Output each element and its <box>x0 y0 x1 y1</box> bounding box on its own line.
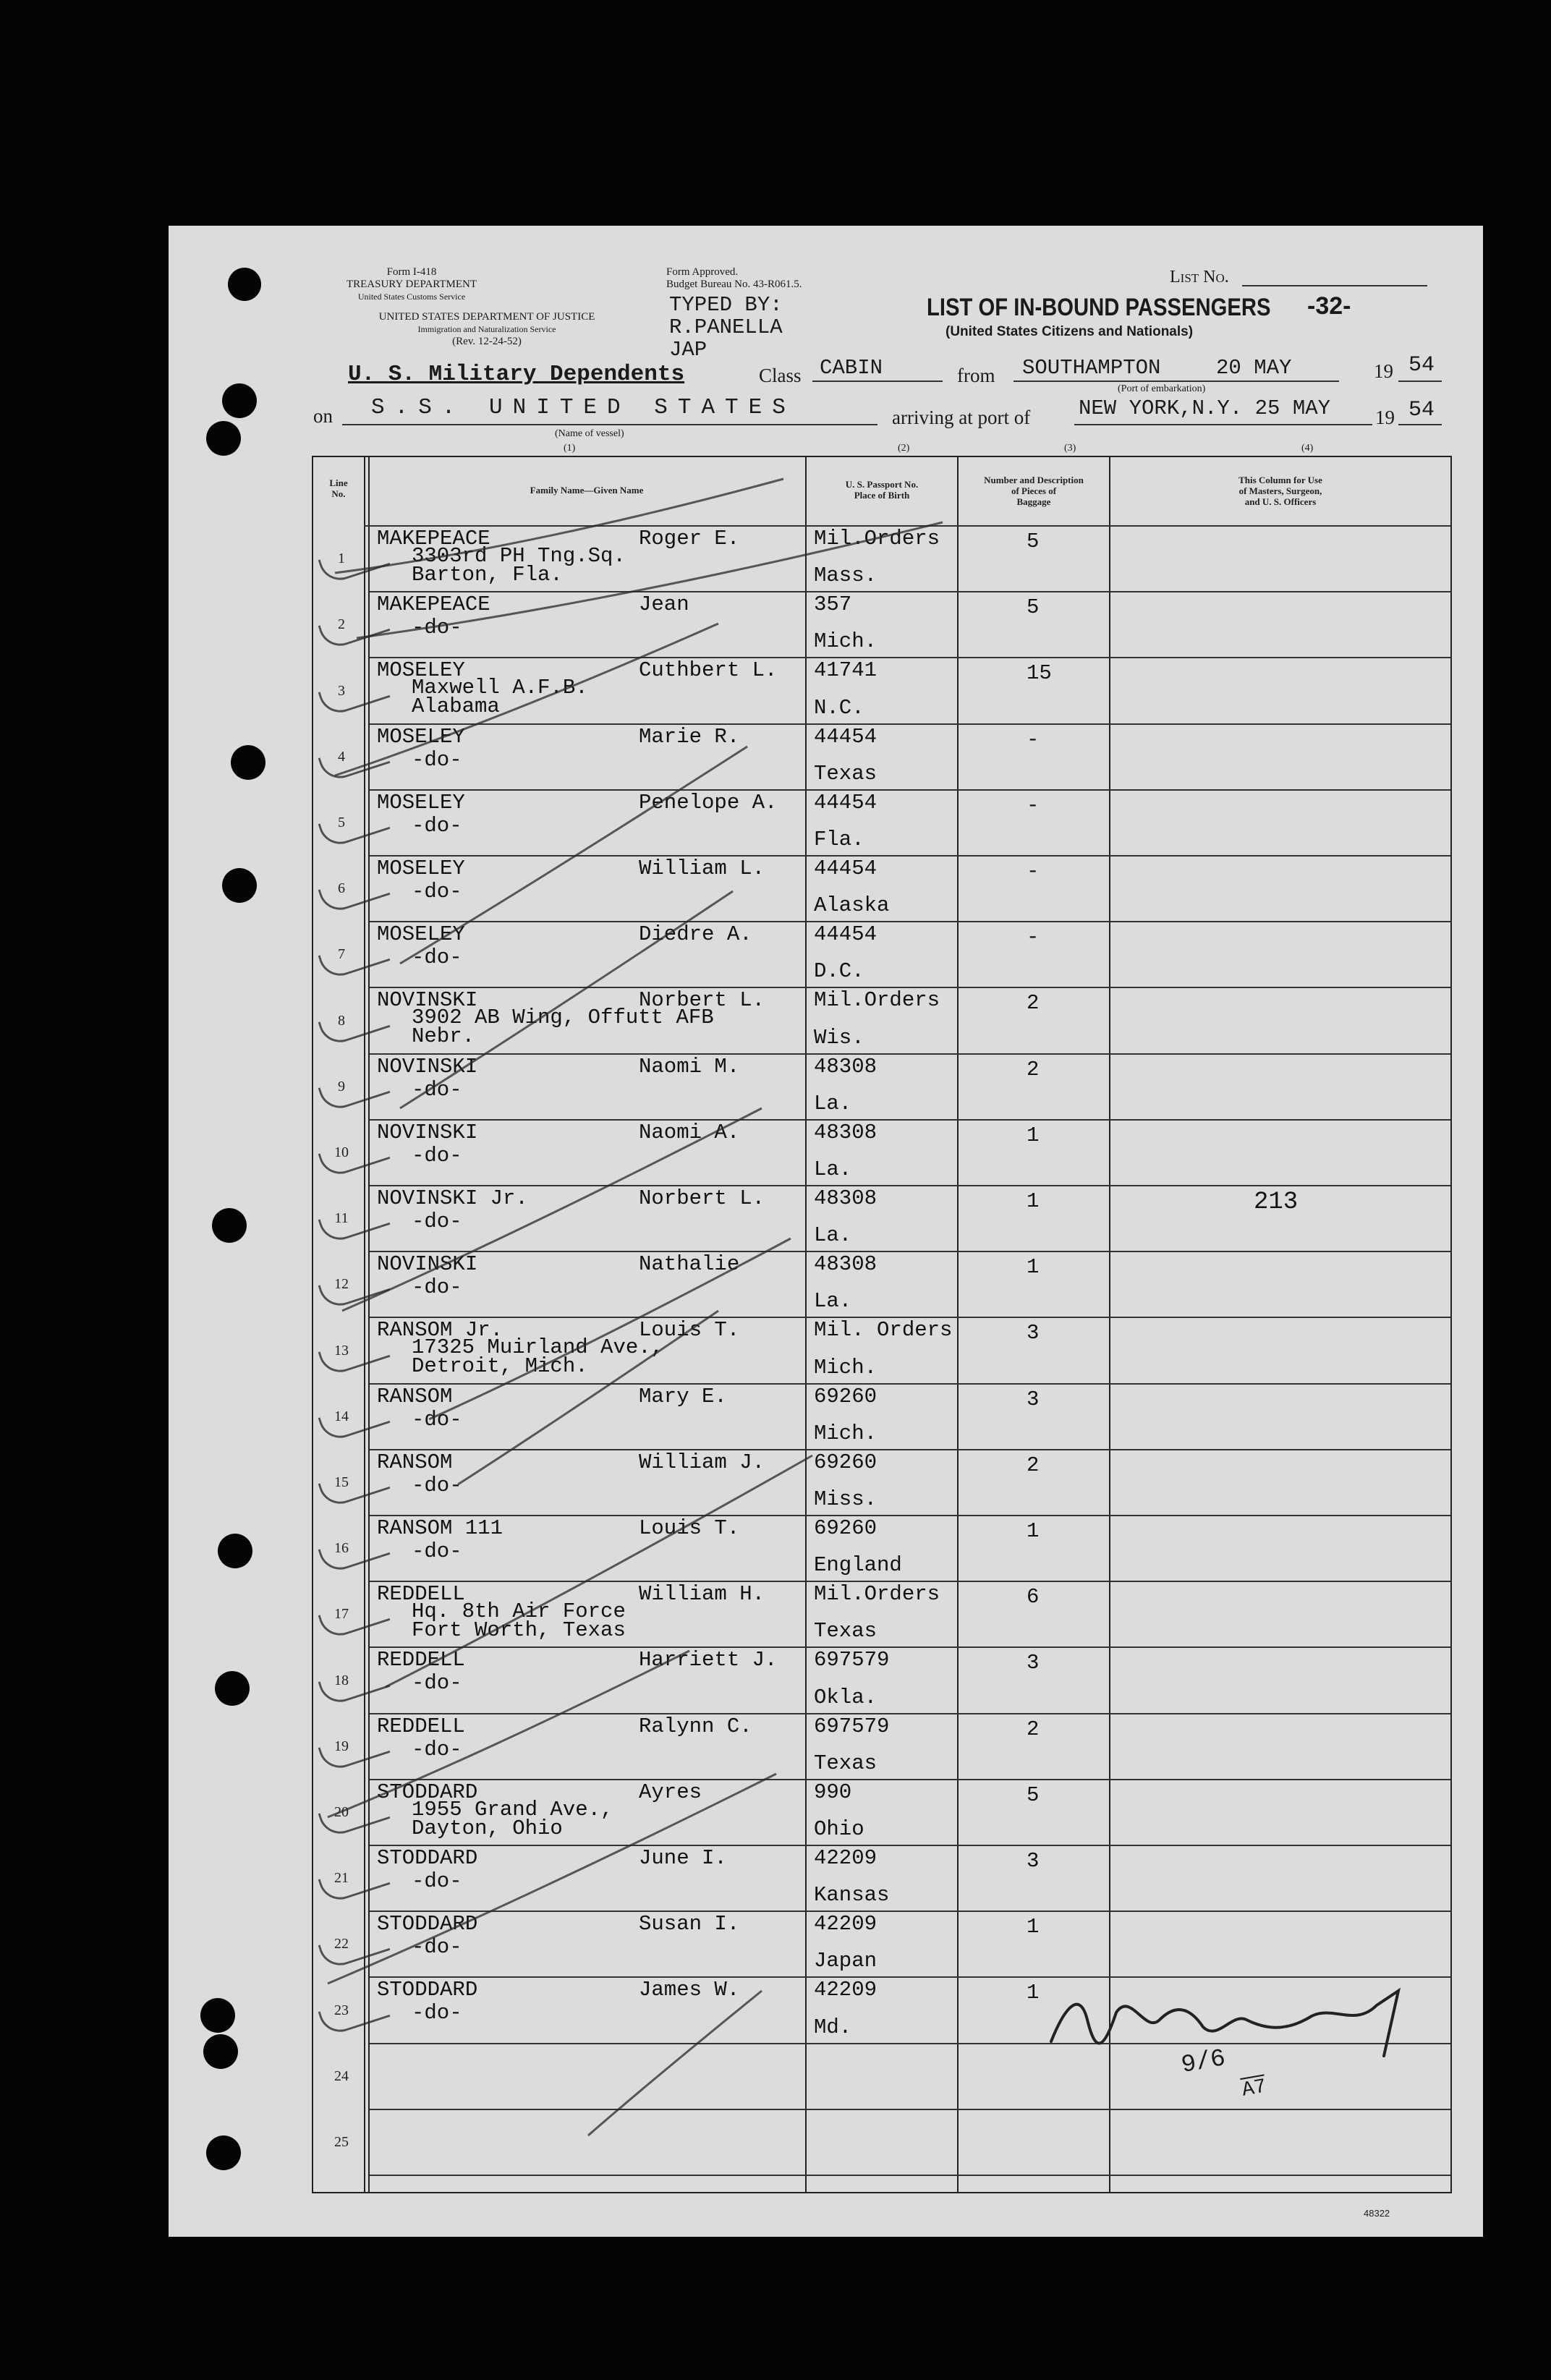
line-number: 13 <box>334 1342 349 1359</box>
baggage-count: 1 <box>1027 1189 1040 1213</box>
binder-hole <box>212 1208 247 1243</box>
place-of-birth: La. <box>814 1289 852 1314</box>
given-name: Norbert L. <box>639 988 765 1013</box>
passport-number: 48308 <box>814 1252 878 1277</box>
ditto-mark: -do- <box>412 1935 462 1960</box>
baggage-count: - <box>1027 925 1040 950</box>
given-name: Naomi A. <box>639 1120 740 1144</box>
line-number: 18 <box>334 1672 349 1688</box>
col-num-3: (3) <box>1064 443 1076 454</box>
family-name: RANSOM <box>377 1450 453 1474</box>
place-of-birth: Ohio <box>814 1816 864 1841</box>
justice-block <box>317 311 657 348</box>
passport-number: Mil.Orders <box>814 1582 940 1607</box>
arriving-label: arriving at port of <box>892 407 1031 428</box>
line-number: 22 <box>334 1936 349 1952</box>
family-name: REDDELL <box>377 1582 465 1607</box>
on-label: on <box>313 405 333 427</box>
passport-number: 69260 <box>814 1516 878 1540</box>
line-number: 23 <box>334 2002 349 2018</box>
arrival-port: NEW YORK,N.Y. 25 MAY <box>1079 396 1331 420</box>
family-name: STODDARD <box>377 1846 478 1870</box>
arrival-year-line <box>1398 424 1442 425</box>
place-of-birth: Texas <box>814 1751 878 1775</box>
passport-number: Mil. Orders <box>814 1318 953 1343</box>
binder-hole <box>228 268 261 301</box>
passport-number: 697579 <box>814 1714 890 1738</box>
immigration-service: Immigration and Naturalization Service <box>417 324 556 334</box>
form-revision: (Rev. 12-24-52) <box>452 336 522 347</box>
baggage-count: 1 <box>1027 1915 1040 1939</box>
year-value: 54 <box>1408 353 1435 378</box>
ditto-mark: -do- <box>412 1671 462 1696</box>
address-line: 3902 AB Wing, Offutt AFB <box>412 1006 714 1030</box>
passport-number: 48308 <box>814 1186 878 1210</box>
table-row <box>313 1780 1450 1846</box>
binder-hole <box>231 745 265 780</box>
given-name: Louis T. <box>639 1516 740 1540</box>
typed-by-name: R.PANELLA <box>669 315 783 339</box>
baggage-count: 1 <box>1027 1519 1040 1543</box>
binder-hole <box>206 2135 241 2170</box>
form-approved-block <box>666 266 802 291</box>
ditto-mark: -do- <box>412 1077 462 1102</box>
passport-number: 357 <box>814 592 852 617</box>
header-name: Family Name—Given Name <box>530 485 644 496</box>
form-number: Form I-418 <box>386 266 437 278</box>
table-row <box>313 988 1450 1054</box>
handwritten-annotation: 9/6 <box>1179 2044 1228 2081</box>
family-name: MOSELEY <box>377 790 465 815</box>
vessel-caption: (Name of vessel) <box>555 428 624 439</box>
passenger-group: U. S. Military Dependents <box>348 362 685 387</box>
binder-hole <box>218 1534 252 1568</box>
from-date: 20 MAY <box>1216 356 1292 380</box>
address-line: Dayton, Ohio <box>412 1816 563 1840</box>
line-number: 7 <box>338 946 345 963</box>
from-line <box>1014 381 1339 382</box>
ditto-mark: -do- <box>412 1869 462 1893</box>
table-row <box>313 527 1450 592</box>
family-name: RANSOM 111 <box>377 1516 503 1540</box>
table-row <box>313 1846 1450 1912</box>
year-line <box>1398 381 1442 382</box>
ditto-mark: -do- <box>412 1143 462 1168</box>
family-name: RANSOM Jr. <box>377 1318 503 1343</box>
place-of-birth: Mich. <box>814 629 878 654</box>
passport-number: 41741 <box>814 658 878 683</box>
header-baggage-1: Number and Description <box>984 475 1084 485</box>
header-baggage-3: Baggage <box>1016 496 1051 507</box>
given-name: James W. <box>639 1978 740 2002</box>
baggage-count: 1 <box>1027 1123 1040 1147</box>
family-name: STODDARD <box>377 1912 478 1937</box>
family-name: NOVINSKI <box>377 988 478 1013</box>
header-passport <box>807 479 957 501</box>
table-row <box>313 1318 1450 1384</box>
year-prefix: 19 <box>1374 360 1393 382</box>
ditto-mark: -do- <box>412 1539 462 1563</box>
binder-hole <box>215 1671 250 1706</box>
vessel-line <box>342 424 878 425</box>
given-name: Ralynn C. <box>639 1714 752 1738</box>
family-name: MAKEPEACE <box>377 592 490 617</box>
col-num-2: (2) <box>898 443 910 454</box>
address-line: Nebr. <box>412 1024 475 1049</box>
typed-by-label: TYPED BY: <box>669 293 783 317</box>
binder-hole <box>203 2034 238 2069</box>
place-of-birth: Kansas <box>814 1883 890 1908</box>
baggage-count: 1 <box>1027 1981 1040 2005</box>
line-number: 16 <box>334 1540 349 1557</box>
line-number: 8 <box>338 1012 345 1029</box>
table-row <box>313 725 1450 791</box>
given-name: Diedre A. <box>639 922 752 947</box>
baggage-count: 3 <box>1027 1387 1040 1411</box>
address-line: 3303rd PH Tng.Sq. <box>412 544 626 568</box>
baggage-count: - <box>1027 859 1040 883</box>
table-row <box>313 857 1450 922</box>
baggage-count: 5 <box>1027 1782 1040 1807</box>
place-of-birth: Alaska <box>814 893 890 918</box>
vessel-name: S.S. UNITED STATES <box>371 395 796 420</box>
table-row <box>313 1912 1450 1978</box>
port-caption: (Port of embarkation) <box>1118 383 1206 394</box>
address-line: 17325 Muirland Ave., <box>412 1335 664 1360</box>
form-id-block <box>318 266 506 303</box>
from-port: SOUTHAMPTON <box>1022 356 1161 380</box>
place-of-birth: N.C. <box>814 695 864 720</box>
baggage-count: 5 <box>1027 595 1040 620</box>
baggage-count: 3 <box>1027 1321 1040 1346</box>
line-number: 11 <box>334 1210 349 1227</box>
address-line: 1955 Grand Ave., <box>412 1797 613 1822</box>
passport-number: 697579 <box>814 1648 890 1673</box>
arrival-year: 54 <box>1408 398 1435 422</box>
passport-number: 42209 <box>814 1912 878 1937</box>
passport-number: 69260 <box>814 1450 878 1474</box>
place-of-birth: Texas <box>814 761 878 786</box>
table-row <box>313 592 1450 658</box>
place-of-birth: Mass. <box>814 564 878 588</box>
header-passport-label: U. S. Passport No. <box>845 479 919 490</box>
table-row <box>313 1714 1450 1780</box>
header-no-label: No. <box>331 488 346 499</box>
family-name: NOVINSKI <box>377 1252 478 1277</box>
manifest-page <box>169 226 1483 2237</box>
baggage-count: 15 <box>1027 661 1052 686</box>
header-line-label: Line <box>329 477 348 488</box>
form-serial-number: 48322 <box>1364 2208 1390 2219</box>
passport-number: 44454 <box>814 724 878 749</box>
passport-number: 44454 <box>814 790 878 815</box>
baggage-count: 3 <box>1027 1651 1040 1675</box>
ditto-mark: -do- <box>412 1407 462 1432</box>
ditto-mark: -do- <box>412 616 462 640</box>
header-baggage-2: of Pieces of <box>1011 485 1057 496</box>
officer-note: 213 <box>1254 1189 1299 1216</box>
table-row <box>313 1582 1450 1648</box>
place-of-birth: La. <box>814 1091 852 1115</box>
line-number: 3 <box>338 682 345 699</box>
col-num-4: (4) <box>1301 443 1314 454</box>
header-officers-3: and U. S. Officers <box>1244 496 1317 507</box>
ditto-mark: -do- <box>412 1473 462 1497</box>
given-name: Harriett J. <box>639 1648 778 1673</box>
given-name: Susan I. <box>639 1912 740 1937</box>
address-line: Barton, Fla. <box>412 563 563 587</box>
line-number: 6 <box>338 880 345 897</box>
table-row <box>313 2110 1450 2176</box>
class-line <box>812 381 943 382</box>
family-name: REDDELL <box>377 1714 465 1738</box>
ditto-mark: -do- <box>412 2001 462 2026</box>
family-name: MAKEPEACE <box>377 527 490 551</box>
handwritten-annotation-2: A7 <box>1240 2075 1269 2102</box>
given-name: William L. <box>639 857 765 880</box>
line-number: 10 <box>334 1144 349 1160</box>
customs-service: United States Customs Service <box>357 292 466 302</box>
header-officers-2: of Masters, Surgeon, <box>1238 485 1322 496</box>
typed-by-block <box>669 294 783 361</box>
arrival-line <box>1074 424 1372 425</box>
passport-number: 48308 <box>814 1120 878 1144</box>
place-of-birth: La. <box>814 1223 852 1248</box>
table-header-row <box>313 457 1450 527</box>
row-line <box>370 2175 1450 2176</box>
place-of-birth: Wis. <box>814 1025 864 1050</box>
place-of-birth: England <box>814 1553 902 1578</box>
baggage-count: 2 <box>1027 991 1040 1016</box>
line-number: 9 <box>338 1078 345 1095</box>
line-number: 2 <box>338 616 345 633</box>
given-name: Roger E. <box>639 527 740 551</box>
binder-hole <box>222 383 257 418</box>
family-name: MOSELEY <box>377 724 465 749</box>
line-number: 20 <box>334 1803 349 1820</box>
baggage-count: 2 <box>1027 1717 1040 1741</box>
line-number: 4 <box>338 748 345 765</box>
table-row <box>313 1385 1450 1450</box>
place-of-birth: Japan <box>814 1949 878 1973</box>
line-number: 5 <box>338 814 345 830</box>
given-name: June I. <box>639 1846 727 1870</box>
given-name: Penelope A. <box>639 790 778 815</box>
given-name: Ayres <box>639 1780 702 1804</box>
ditto-mark: -do- <box>412 880 462 904</box>
address-line: Fort Worth, Texas <box>412 1618 626 1643</box>
family-name: RANSOM <box>377 1384 453 1408</box>
place-of-birth: Md. <box>814 2015 852 2039</box>
table-row <box>313 1252 1450 1318</box>
baggage-count: 6 <box>1027 1585 1040 1610</box>
address-line: Maxwell A.F.B. <box>412 676 588 700</box>
header-baggage <box>959 475 1109 507</box>
given-name: William J. <box>639 1450 765 1474</box>
family-name: STODDARD <box>377 1780 478 1804</box>
line-number: 12 <box>334 1276 349 1293</box>
table-row <box>313 1186 1450 1252</box>
passport-number: 990 <box>814 1780 852 1804</box>
family-name: MOSELEY <box>377 658 465 683</box>
baggage-count: - <box>1027 727 1040 752</box>
justice-department: UNITED STATES DEPARTMENT OF JUSTICE <box>378 311 595 323</box>
typed-by-initials: JAP <box>669 338 707 362</box>
given-name: Norbert L. <box>639 1186 765 1210</box>
family-name: STODDARD <box>377 1978 478 2002</box>
header-birth-label: Place of Birth <box>854 490 910 501</box>
ditto-mark: -do- <box>412 945 462 970</box>
line-number: 21 <box>334 1870 349 1887</box>
list-no-value: -32- <box>1307 292 1351 320</box>
binder-hole <box>206 421 241 456</box>
address-line: Alabama <box>412 694 500 719</box>
list-no-label: List No. <box>1170 268 1229 286</box>
line-number: 25 <box>334 2133 349 2150</box>
table-row <box>313 1648 1450 1714</box>
family-name: NOVINSKI <box>377 1054 478 1079</box>
baggage-count: - <box>1027 793 1040 817</box>
given-name: Naomi M. <box>639 1054 740 1079</box>
class-value: CABIN <box>820 356 883 380</box>
given-name: Jean <box>639 592 689 617</box>
line-number: 15 <box>334 1474 349 1490</box>
header-officers-1: This Column for Use <box>1238 475 1322 485</box>
given-name: William H. <box>639 1582 765 1607</box>
form-approved: Form Approved. <box>666 266 739 278</box>
header-officers <box>1110 475 1450 507</box>
arrival-year-prefix: 19 <box>1375 407 1395 428</box>
baggage-count: 2 <box>1027 1453 1040 1477</box>
line-number: 14 <box>334 1408 349 1424</box>
family-name: MOSELEY <box>377 857 465 880</box>
given-name: Nathalie <box>639 1252 740 1277</box>
place-of-birth: La. <box>814 1157 852 1181</box>
page-title: LIST OF IN-BOUND PASSENGERS <box>927 294 1271 321</box>
table-row <box>313 658 1450 724</box>
line-number: 24 <box>334 2067 349 2084</box>
binder-hole <box>200 1998 235 2033</box>
table-row <box>313 922 1450 988</box>
place-of-birth: Miss. <box>814 1487 878 1511</box>
passport-number: Mil.Orders <box>814 988 940 1013</box>
place-of-birth: Mich. <box>814 1355 878 1380</box>
place-of-birth: Mich. <box>814 1421 878 1445</box>
budget-bureau: Budget Bureau No. 43-R061.5. <box>666 279 802 290</box>
from-label: from <box>957 365 995 386</box>
signature <box>1037 1976 1413 2063</box>
line-number: 17 <box>334 1606 349 1623</box>
table-row <box>313 1121 1450 1186</box>
baggage-count: 1 <box>1027 1255 1040 1280</box>
header-line-no <box>313 477 364 499</box>
line-number: 19 <box>334 1738 349 1754</box>
given-name: Cuthbert L. <box>639 658 778 683</box>
address-line: Detroit, Mich. <box>412 1354 588 1379</box>
family-name: NOVINSKI Jr. <box>377 1186 528 1210</box>
given-name: Marie R. <box>639 724 740 749</box>
table-row <box>313 1516 1450 1582</box>
list-no-line <box>1242 285 1427 286</box>
line-number: 1 <box>338 551 345 567</box>
passport-number: 69260 <box>814 1384 878 1408</box>
col-num-1: (1) <box>564 443 576 454</box>
ditto-mark: -do- <box>412 747 462 772</box>
place-of-birth: Fla. <box>814 827 864 851</box>
passport-number: 44454 <box>814 857 878 880</box>
baggage-count: 5 <box>1027 530 1040 553</box>
page-subtitle: (United States Citizens and Nationals) <box>946 324 1194 339</box>
class-label: Class <box>759 365 802 386</box>
passport-number: 48308 <box>814 1054 878 1079</box>
family-name: MOSELEY <box>377 922 465 947</box>
table-row <box>313 1450 1450 1516</box>
given-name: Louis T. <box>639 1318 740 1343</box>
passport-number: Mil.Orders <box>814 527 940 551</box>
address-line: Hq. 8th Air Force <box>412 1599 626 1624</box>
ditto-mark: -do- <box>412 1737 462 1761</box>
passport-number: 42209 <box>814 1846 878 1870</box>
baggage-count: 2 <box>1027 1057 1040 1081</box>
ditto-mark: -do- <box>412 1210 462 1233</box>
family-name: REDDELL <box>377 1648 465 1673</box>
ditto-mark: -do- <box>412 1275 462 1300</box>
passenger-table <box>312 456 1452 2193</box>
family-name: NOVINSKI <box>377 1120 478 1144</box>
treasury-department: TREASURY DEPARTMENT <box>346 279 477 290</box>
table-row <box>313 1055 1450 1121</box>
binder-hole <box>222 868 257 903</box>
baggage-count: 3 <box>1027 1849 1040 1873</box>
ditto-mark: -do- <box>412 813 462 838</box>
place-of-birth: Okla. <box>814 1685 878 1709</box>
table-row <box>313 791 1450 857</box>
passport-number: 44454 <box>814 922 878 947</box>
place-of-birth: Texas <box>814 1619 878 1644</box>
place-of-birth: D.C. <box>814 959 864 984</box>
passport-number: 42209 <box>814 1978 878 2002</box>
given-name: Mary E. <box>639 1384 727 1408</box>
